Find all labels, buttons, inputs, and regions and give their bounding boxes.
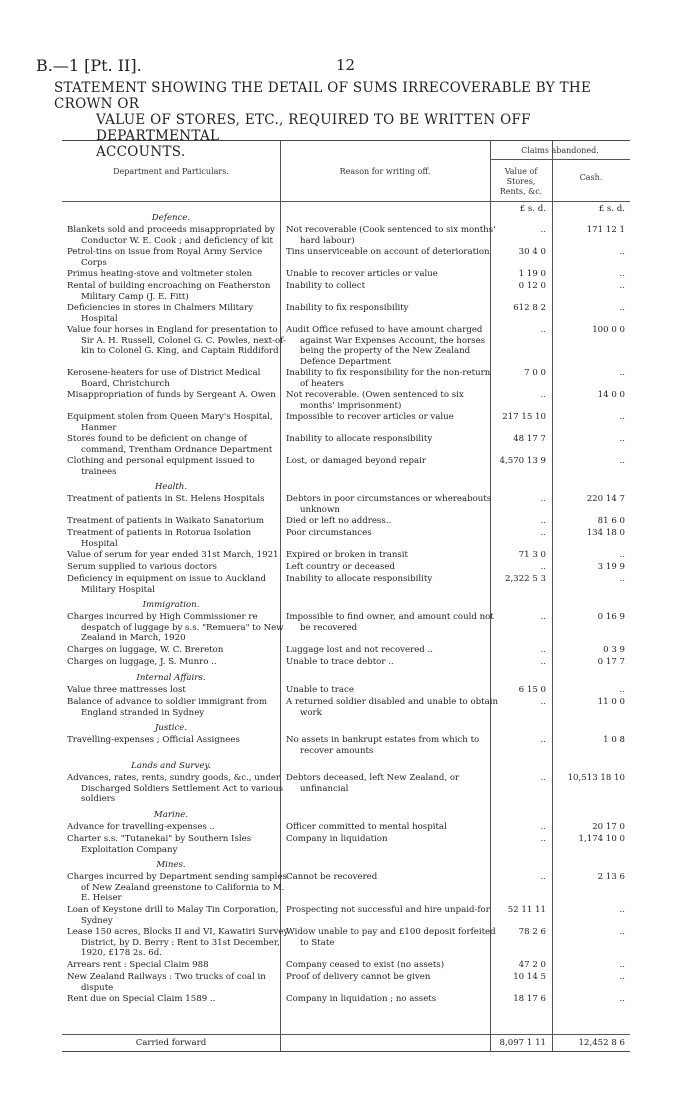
section-heading-label: Immigration.	[142, 600, 200, 610]
table-row	[62, 247, 630, 269]
row-cash-value: 10,513 18 10	[567, 773, 625, 783]
row-stores-value: 217 15 10	[502, 412, 546, 422]
row-cash-value: 100 0 0	[592, 325, 625, 335]
row-cash-value: 14 0 0	[597, 390, 625, 400]
table-row	[62, 325, 630, 368]
table-row	[62, 390, 630, 412]
row-reason: Prospecting not successful and hire unpaid-for	[286, 905, 490, 915]
row-particulars: Value three mattresses lost	[67, 685, 186, 695]
row-particulars: Blankets sold and proceeds misappropriated by Conductor W. E. Cook ; and deficiency of kit	[67, 225, 275, 246]
row-particulars: Loan of Keystone drill to Malay Tin Corporation, Sydney	[67, 905, 279, 926]
row-cash-value: ..	[619, 303, 625, 313]
header-claims: Claims abandoned.	[521, 146, 599, 155]
row-cash-value: 0 17 7	[597, 657, 625, 667]
row-reason: Debtors in poor circumstances or whereabouts unknown	[286, 494, 492, 515]
row-stores-value: 7 0 0	[524, 368, 546, 378]
row-stores-value: ..	[540, 657, 546, 667]
row-reason: Unable to recover articles or value	[286, 269, 438, 279]
row-cash-value: ..	[619, 368, 625, 378]
table-row	[62, 872, 630, 905]
statement-table	[62, 140, 630, 1052]
row-cash-value: ..	[619, 434, 625, 444]
section-heading	[62, 761, 630, 773]
row-reason: Not recoverable (Cook sentenced to six months' hard labour)	[286, 225, 496, 246]
section-heading-label: Justice.	[154, 723, 188, 733]
section-heading	[62, 810, 630, 822]
row-particulars: Charges incurred by High Commissioner re despatch of luggage by s.s. "Remuera" to New Zealand in March, 1920	[67, 612, 284, 643]
units-stores: £ s. d.	[519, 204, 546, 214]
row-particulars: Misappropriation of funds by Sergeant A. Owen	[67, 390, 276, 400]
table-row	[62, 434, 630, 456]
row-reason: Unable to trace	[286, 685, 354, 695]
carried-forward-row	[62, 1034, 630, 1051]
table-row	[62, 735, 630, 757]
row-reason: Lost, or damaged beyond repair	[286, 456, 426, 466]
row-reason: Impossible to find owner, and amount could not be recovered	[286, 612, 494, 633]
row-particulars: Clothing and personal equipment issued to trainees	[67, 456, 255, 477]
row-stores-value: 30 4 0	[518, 247, 546, 257]
row-reason: Inability to collect	[286, 281, 366, 291]
row-cash-value: 20 17 0	[592, 822, 625, 832]
table-row	[62, 834, 630, 856]
table-row	[62, 685, 630, 697]
section-heading-label: Defence.	[151, 213, 191, 223]
row-cash-value: ..	[619, 685, 625, 695]
row-reason: Proof of delivery cannot be given	[286, 972, 431, 982]
row-cash-value: ..	[619, 456, 625, 466]
table-row	[62, 368, 630, 390]
row-cash-value: 3 19 9	[597, 562, 625, 572]
row-cash-value: ..	[619, 905, 625, 915]
row-stores-value: ..	[540, 225, 546, 235]
row-cash-value: 134 18 0	[586, 528, 625, 538]
row-particulars: Charges on luggage, J. S. Munro ..	[67, 657, 217, 667]
page-number: 12	[336, 56, 356, 74]
header-divider	[62, 201, 630, 202]
row-stores-value: ..	[540, 735, 546, 745]
row-cash-value: ..	[619, 994, 625, 1004]
row-particulars: Treatment of patients in Waikato Sanatorium	[67, 516, 265, 526]
row-stores-value: ..	[540, 697, 546, 707]
table-row	[62, 516, 630, 528]
row-particulars: Rental of building encroaching on Featherston Military Camp (J. E. Fitt)	[67, 281, 271, 302]
row-reason: Widow unable to pay and £100 deposit forfeited to State	[286, 927, 496, 948]
title-line-3: ACCOUNTS.	[96, 144, 186, 160]
row-reason: Expired or broken in transit	[286, 550, 408, 560]
row-cash-value: 1,174 10 0	[578, 834, 625, 844]
table-row	[62, 494, 630, 516]
table-row	[62, 281, 630, 303]
statement-rows	[62, 213, 630, 1006]
row-particulars: Equipment stolen from Queen Mary's Hospital, Hanmer	[67, 412, 273, 433]
title-line-2: VALUE OF STORES, ETC., REQUIRED TO BE WRITTEN OFF DEPARTMENTAL	[96, 112, 531, 144]
row-stores-value: ..	[540, 528, 546, 538]
section-heading-label: Lands and Survey.	[131, 761, 211, 771]
row-reason: Company ceased to exist (no assets)	[286, 960, 445, 970]
carried-forward-cash: 12,452 8 6	[578, 1038, 625, 1048]
section-heading-label: Health.	[154, 482, 188, 492]
table-row	[62, 927, 630, 960]
row-particulars: Arrears rent : Special Claim 988	[67, 960, 209, 970]
row-reason: Left country or deceased	[286, 562, 395, 572]
row-cash-value: ..	[619, 927, 625, 937]
row-cash-value: ..	[619, 574, 625, 584]
row-stores-value: 48 17 7	[513, 434, 546, 444]
section-heading	[62, 860, 630, 872]
row-stores-value: ..	[540, 325, 546, 335]
row-reason: A returned soldier disabled and unable to obtain work	[286, 697, 498, 718]
row-particulars: New Zealand Railways : Two trucks of coal in dispute	[67, 972, 266, 993]
row-stores-value: 612 8 2	[513, 303, 546, 313]
row-particulars: Treatment of patients in Rotorua Isolation Hospital	[67, 528, 252, 549]
row-reason: Debtors deceased, left New Zealand, or unfinancial	[286, 773, 460, 794]
row-stores-value: 4,570 13 9	[499, 456, 546, 466]
row-stores-value: 71 3 0	[518, 550, 546, 560]
table-row	[62, 562, 630, 574]
row-cash-value: 171 12 1	[586, 225, 625, 235]
row-particulars: Stores found to be deficient on change of command, Trentham Ordnance Department	[67, 434, 273, 455]
table-row	[62, 456, 630, 478]
row-cash-value: ..	[619, 281, 625, 291]
row-stores-value: 2,322 5 3	[504, 574, 546, 584]
row-reason: Tins unserviceable on account of deterioration	[286, 247, 490, 257]
section-heading-label: Internal Affairs.	[136, 673, 206, 683]
table-row	[62, 822, 630, 834]
row-stores-value: 52 11 11	[507, 905, 546, 915]
table-row	[62, 550, 630, 562]
table-row	[62, 225, 630, 247]
carried-forward-label: Carried forward	[135, 1038, 207, 1048]
row-cash-value: ..	[619, 269, 625, 279]
row-reason: Died or left no address..	[286, 516, 392, 526]
row-particulars: Deficiencies in stores in Chalmers Military Hospital	[67, 303, 254, 324]
row-cash-value: ..	[619, 247, 625, 257]
row-stores-value: ..	[540, 645, 546, 655]
row-particulars: Kerosene-heaters for use of District Medical Board, Christchurch	[67, 368, 261, 389]
row-particulars: Charges incurred by Department sending samples of New Zealand greenstone to California to M. E. Heiser	[67, 872, 287, 903]
row-particulars: Travelling-expenses ; Official Assignees	[67, 735, 240, 745]
row-cash-value: 11 0 0	[597, 697, 625, 707]
row-reason: Luggage lost and not recovered ..	[286, 645, 434, 655]
row-cash-value: 0 3 9	[603, 645, 625, 655]
table-row	[62, 994, 630, 1006]
row-reason: Audit Office refused to have amount charged against War Expenses Account, the horses being the property of the New Zealand Defence Department	[286, 325, 486, 367]
row-particulars: Value of serum for year ended 31st March, 1921	[67, 550, 279, 560]
table-row	[62, 960, 630, 972]
header-cash: Cash.	[579, 173, 603, 182]
row-reason: Inability to allocate responsibility	[286, 574, 433, 584]
row-cash-value: 81 6 0	[597, 516, 625, 526]
section-heading	[62, 600, 630, 612]
row-stores-value: 18 17 6	[513, 994, 546, 1004]
table-row	[62, 303, 630, 325]
row-reason: Company in liquidation	[286, 834, 388, 844]
row-reason: Inability to allocate responsibility	[286, 434, 433, 444]
section-heading	[62, 723, 630, 735]
row-stores-value: ..	[540, 822, 546, 832]
row-particulars: Charges on luggage, W. C. Brereton	[67, 645, 224, 655]
header-stores: Value of Stores, Rents, &c.	[499, 167, 543, 196]
section-heading-label: Mines.	[156, 860, 186, 870]
row-cash-value: 220 14 7	[586, 494, 625, 504]
row-particulars: Lease 150 acres, Blocks II and VI, Kawatiri Survey District, by D. Berry : Rent to 31st December, 1920, £178 2s. 6d.	[67, 927, 289, 958]
table-row	[62, 269, 630, 281]
table-row	[62, 412, 630, 434]
table-row	[62, 528, 630, 550]
row-particulars: Serum supplied to various doctors	[67, 562, 217, 572]
row-stores-value: ..	[540, 516, 546, 526]
row-stores-value: ..	[540, 872, 546, 882]
row-particulars: Rent due on Special Claim 1589 ..	[67, 994, 216, 1004]
row-stores-value: ..	[540, 494, 546, 504]
row-stores-value: ..	[540, 390, 546, 400]
table-row	[62, 574, 630, 596]
row-particulars: Balance of advance to soldier immigrant from England stranded in Sydney	[67, 697, 268, 718]
section-heading	[62, 482, 630, 494]
section-heading-label: Marine.	[153, 810, 189, 820]
claims-divider	[490, 159, 630, 160]
table-row	[62, 697, 630, 719]
row-particulars: Value four horses in England for presentation to Sir A. H. Russell, Colonel G. C. Powles, next-of-kin to Colonel G. King, and Captain Riddiford	[67, 325, 286, 356]
row-stores-value: 78 2 6	[518, 927, 546, 937]
row-reason: Impossible to recover articles or value	[286, 412, 454, 422]
row-cash-value: ..	[619, 972, 625, 982]
section-heading	[62, 673, 630, 685]
row-reason: Officer committed to mental hospital	[286, 822, 447, 832]
row-cash-value: 1 0 8	[603, 735, 625, 745]
row-particulars: Primus heating-stove and voltmeter stolen	[67, 269, 253, 279]
row-particulars: Treatment of patients in St. Helens Hospitals	[67, 494, 265, 504]
row-stores-value: ..	[540, 612, 546, 622]
units-cash: £ s. d.	[598, 204, 625, 214]
row-stores-value: 0 12 0	[518, 281, 546, 291]
row-stores-value: ..	[540, 562, 546, 572]
title-line-1: STATEMENT SHOWING THE DETAIL OF SUMS IRRECOVERABLE BY THE CROWN OR	[54, 80, 592, 112]
row-stores-value: 10 14 5	[513, 972, 546, 982]
row-particulars: Charter s.s. "Tutanekai" by Southern Isles Exploitation Company	[67, 834, 252, 855]
table-row	[62, 773, 630, 806]
row-cash-value: ..	[619, 960, 625, 970]
row-reason: Poor circumstances	[286, 528, 372, 538]
row-stores-value: 47 2 0	[518, 960, 546, 970]
row-cash-value: ..	[619, 550, 625, 560]
table-row	[62, 972, 630, 994]
carried-forward-stores: 8,097 1 11	[499, 1038, 546, 1048]
row-cash-value: 2 13 6	[597, 872, 625, 882]
table-row	[62, 645, 630, 657]
table-row	[62, 905, 630, 927]
row-cash-value: ..	[619, 412, 625, 422]
row-reason: Company in liquidation ; no assets	[286, 994, 437, 1004]
row-reason: Inability to fix responsibility	[286, 303, 409, 313]
row-particulars: Advances, rates, rents, sundry goods, &c., under Discharged Soldiers Settlement Act to various soldiers	[67, 773, 284, 804]
row-reason: Unable to trace debtor ..	[286, 657, 394, 667]
row-particulars: Petrol-tins on issue from Royal Army Service Corps	[67, 247, 263, 268]
row-reason: Inability to fix responsibility for the non-return of heaters	[286, 368, 491, 389]
row-particulars: Advance for travelling-expenses ..	[67, 822, 216, 832]
table-row	[62, 612, 630, 645]
row-stores-value: ..	[540, 834, 546, 844]
row-reason: Cannot be recovered	[286, 872, 378, 882]
section-heading	[62, 213, 630, 225]
row-cash-value: 0 16 9	[597, 612, 625, 622]
header-particulars: Department and Particulars.	[113, 167, 229, 176]
table-row	[62, 657, 630, 669]
page-header-code: B.—1 [Pt. II].	[36, 56, 142, 75]
row-reason: No assets in bankrupt estates from which to recover amounts	[286, 735, 480, 756]
row-stores-value: ..	[540, 773, 546, 783]
row-reason: Not recoverable. (Owen sentenced to six months' imprisonment)	[286, 390, 464, 411]
row-particulars: Deficiency in equipment on issue to Auckland Military Hospital	[67, 574, 267, 595]
row-stores-value: 6 15 0	[518, 685, 546, 695]
row-stores-value: 1 19 0	[518, 269, 546, 279]
header-reason: Reason for writing off.	[339, 167, 431, 176]
